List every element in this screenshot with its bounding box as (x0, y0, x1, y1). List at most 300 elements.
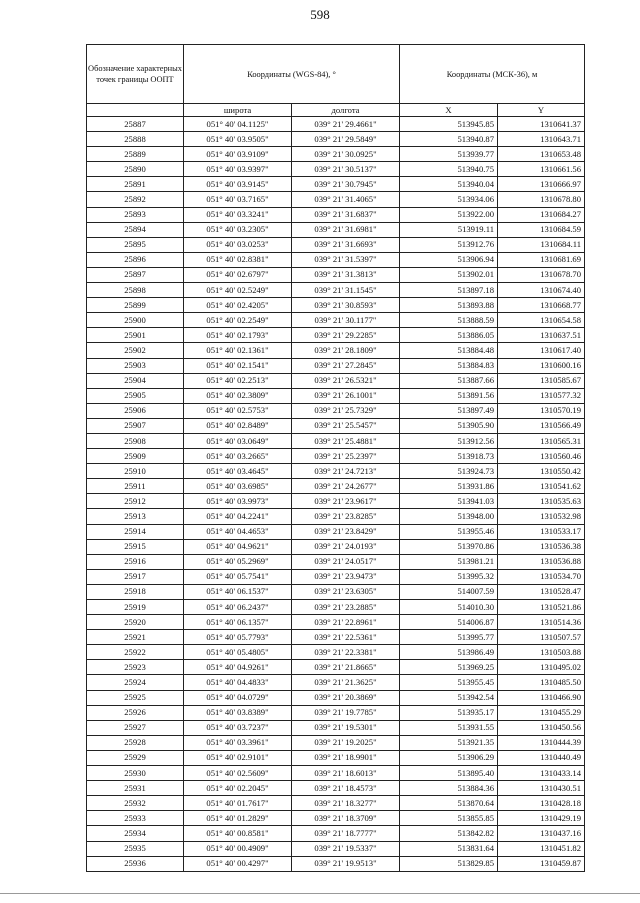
table-row (87, 720, 585, 735)
point-id-cell: 25911 (87, 479, 184, 494)
longitude-cell: 039° 21' 19.5301" (292, 720, 400, 735)
y-coordinate-cell: 1310428.18 (498, 796, 585, 811)
point-id-cell: 25910 (87, 464, 184, 479)
table-row (87, 479, 585, 494)
y-coordinate-cell: 1310440.49 (498, 750, 585, 765)
x-coordinate-cell: 513995.32 (400, 569, 498, 584)
y-coordinate-cell: 1310684.11 (498, 237, 585, 252)
x-coordinate-cell: 513842.82 (400, 826, 498, 841)
latitude-cell: 051° 40' 01.7617" (184, 796, 292, 811)
table-row (87, 283, 585, 298)
y-coordinate-cell: 1310459.87 (498, 856, 585, 871)
x-coordinate-cell: 513955.45 (400, 675, 498, 690)
y-coordinate-cell: 1310485.50 (498, 675, 585, 690)
longitude-cell: 039° 21' 31.6837" (292, 207, 400, 222)
x-coordinate-cell: 513969.25 (400, 660, 498, 675)
table-row (87, 494, 585, 509)
x-coordinate-cell: 513887.66 (400, 373, 498, 388)
lon-header: долгота (292, 104, 400, 117)
table-row (87, 705, 585, 720)
longitude-cell: 039° 21' 18.9901" (292, 750, 400, 765)
x-coordinate-cell: 513912.56 (400, 433, 498, 448)
table-row (87, 509, 585, 524)
longitude-cell: 039° 21' 25.5457" (292, 418, 400, 433)
longitude-cell: 039° 21' 21.8665" (292, 660, 400, 675)
table-row (87, 645, 585, 660)
longitude-cell: 039° 21' 26.1001" (292, 388, 400, 403)
latitude-cell: 051° 40' 03.2665" (184, 449, 292, 464)
point-id-cell: 25898 (87, 283, 184, 298)
x-coordinate-cell: 513884.83 (400, 358, 498, 373)
point-id-cell: 25929 (87, 750, 184, 765)
longitude-cell: 039° 21' 31.3813" (292, 267, 400, 282)
latitude-cell: 051° 40' 02.1361" (184, 343, 292, 358)
x-coordinate-cell: 513888.59 (400, 313, 498, 328)
longitude-cell: 039° 21' 24.0193" (292, 539, 400, 554)
point-id-cell: 25932 (87, 796, 184, 811)
table-row (87, 630, 585, 645)
latitude-cell: 051° 40' 03.9109" (184, 147, 292, 162)
table-row (87, 766, 585, 781)
point-id-cell: 25933 (87, 811, 184, 826)
table-row (87, 267, 585, 282)
latitude-cell: 051° 40' 03.4645" (184, 464, 292, 479)
latitude-cell: 051° 40' 03.0649" (184, 433, 292, 448)
point-id-cell: 25917 (87, 569, 184, 584)
wgs-header: Координаты (WGS-84), ° (184, 45, 400, 104)
x-coordinate-cell: 513940.75 (400, 162, 498, 177)
latitude-cell: 051° 40' 06.1537" (184, 584, 292, 599)
y-coordinate-cell: 1310534.70 (498, 569, 585, 584)
y-coordinate-cell: 1310541.62 (498, 479, 585, 494)
table-row (87, 222, 585, 237)
longitude-cell: 039° 21' 19.9513" (292, 856, 400, 871)
x-coordinate-cell: 513939.77 (400, 147, 498, 162)
table-row (87, 177, 585, 192)
table-row (87, 615, 585, 630)
y-coordinate-cell: 1310684.27 (498, 207, 585, 222)
longitude-cell: 039° 21' 30.5137" (292, 162, 400, 177)
table-row (87, 690, 585, 705)
x-coordinate-cell: 513912.76 (400, 237, 498, 252)
x-coordinate-cell: 513922.00 (400, 207, 498, 222)
latitude-cell: 051° 40' 03.9505" (184, 132, 292, 147)
point-id-cell: 25892 (87, 192, 184, 207)
blank-header (87, 104, 184, 117)
y-coordinate-cell: 1310495.02 (498, 660, 585, 675)
point-id-cell: 25926 (87, 705, 184, 720)
y-coordinate-cell: 1310536.38 (498, 539, 585, 554)
longitude-cell: 039° 21' 19.7785" (292, 705, 400, 720)
x-coordinate-cell: 514010.30 (400, 600, 498, 615)
y-coordinate-cell: 1310521.86 (498, 600, 585, 615)
table-row (87, 313, 585, 328)
page-number: 598 (310, 7, 330, 22)
y-coordinate-cell: 1310666.97 (498, 177, 585, 192)
point-id-cell: 25912 (87, 494, 184, 509)
y-coordinate-cell: 1310565.31 (498, 433, 585, 448)
table-row (87, 464, 585, 479)
latitude-cell: 051° 40' 04.1125" (184, 117, 292, 132)
coordinates-table (86, 44, 585, 872)
table-row (87, 841, 585, 856)
y-coordinate-cell: 1310600.16 (498, 358, 585, 373)
bottom-rule (0, 893, 640, 894)
table-row (87, 584, 585, 599)
longitude-cell: 039° 21' 24.7213" (292, 464, 400, 479)
latitude-cell: 051° 40' 02.1541" (184, 358, 292, 373)
y-coordinate-cell: 1310678.80 (498, 192, 585, 207)
x-coordinate-cell: 513902.01 (400, 267, 498, 282)
y-coordinate-cell: 1310617.40 (498, 343, 585, 358)
table-row (87, 207, 585, 222)
point-id-cell: 25927 (87, 720, 184, 735)
longitude-cell: 039° 21' 29.5849" (292, 132, 400, 147)
latitude-cell: 051° 40' 02.2045" (184, 781, 292, 796)
y-coordinate-cell: 1310681.69 (498, 252, 585, 267)
point-id-cell: 25934 (87, 826, 184, 841)
x-coordinate-cell: 513906.94 (400, 252, 498, 267)
x-coordinate-cell: 513924.73 (400, 464, 498, 479)
longitude-cell: 039° 21' 30.0925" (292, 147, 400, 162)
point-id-cell: 25918 (87, 584, 184, 599)
x-coordinate-cell: 513940.87 (400, 132, 498, 147)
latitude-cell: 051° 40' 03.7165" (184, 192, 292, 207)
table-row (87, 298, 585, 313)
longitude-cell: 039° 21' 29.4661" (292, 117, 400, 132)
point-id-cell: 25923 (87, 660, 184, 675)
longitude-cell: 039° 21' 23.8285" (292, 509, 400, 524)
x-coordinate-cell: 513942.54 (400, 690, 498, 705)
longitude-cell: 039° 21' 31.6693" (292, 237, 400, 252)
table-row (87, 388, 585, 403)
point-id-cell: 25916 (87, 554, 184, 569)
table-row (87, 600, 585, 615)
y-coordinate-cell: 1310570.19 (498, 403, 585, 418)
latitude-cell: 051° 40' 05.7793" (184, 630, 292, 645)
point-id-cell: 25928 (87, 735, 184, 750)
table-row (87, 811, 585, 826)
table-row (87, 147, 585, 162)
table-row (87, 856, 585, 871)
table-row (87, 826, 585, 841)
x-coordinate-cell: 513945.85 (400, 117, 498, 132)
longitude-cell: 039° 21' 27.2845" (292, 358, 400, 373)
x-coordinate-cell: 513919.11 (400, 222, 498, 237)
point-id-cell: 25913 (87, 509, 184, 524)
latitude-cell: 051° 40' 00.8581" (184, 826, 292, 841)
table-row (87, 735, 585, 750)
y-coordinate-cell: 1310430.51 (498, 781, 585, 796)
y-coordinate-cell: 1310535.63 (498, 494, 585, 509)
longitude-cell: 039° 21' 26.5321" (292, 373, 400, 388)
table-row (87, 162, 585, 177)
point-id-cell: 25902 (87, 343, 184, 358)
x-coordinate-cell: 513918.73 (400, 449, 498, 464)
longitude-cell: 039° 21' 22.3381" (292, 645, 400, 660)
latitude-cell: 051° 40' 02.3809" (184, 388, 292, 403)
point-id-cell: 25921 (87, 630, 184, 645)
longitude-cell: 039° 21' 30.1177" (292, 313, 400, 328)
latitude-cell: 051° 40' 03.0253" (184, 237, 292, 252)
point-id-cell: 25897 (87, 267, 184, 282)
point-id-cell: 25893 (87, 207, 184, 222)
table-row (87, 796, 585, 811)
y-coordinate-cell: 1310532.98 (498, 509, 585, 524)
longitude-cell: 039° 21' 30.7945" (292, 177, 400, 192)
latitude-cell: 051° 40' 04.0729" (184, 690, 292, 705)
y-coordinate-cell: 1310455.29 (498, 705, 585, 720)
table-row (87, 569, 585, 584)
lat-header: широта (184, 104, 292, 117)
x-coordinate-cell: 513884.48 (400, 343, 498, 358)
point-id-cell: 25895 (87, 237, 184, 252)
header-row-sub (87, 104, 585, 117)
table-row (87, 358, 585, 373)
y-coordinate-cell: 1310684.59 (498, 222, 585, 237)
point-id-cell: 25909 (87, 449, 184, 464)
latitude-cell: 051° 40' 03.9145" (184, 177, 292, 192)
latitude-cell: 051° 40' 05.4805" (184, 645, 292, 660)
latitude-cell: 051° 40' 04.4833" (184, 675, 292, 690)
latitude-cell: 051° 40' 04.4653" (184, 524, 292, 539)
latitude-cell: 051° 40' 02.6797" (184, 267, 292, 282)
x-coordinate-cell: 513941.03 (400, 494, 498, 509)
x-coordinate-cell: 513986.49 (400, 645, 498, 660)
latitude-cell: 051° 40' 02.4205" (184, 298, 292, 313)
y-coordinate-cell: 1310641.37 (498, 117, 585, 132)
point-id-cell: 25890 (87, 162, 184, 177)
longitude-cell: 039° 21' 22.5361" (292, 630, 400, 645)
table-row (87, 539, 585, 554)
point-id-cell: 25906 (87, 403, 184, 418)
point-id-cell: 25914 (87, 524, 184, 539)
longitude-cell: 039° 21' 18.4573" (292, 781, 400, 796)
longitude-cell: 039° 21' 28.1809" (292, 343, 400, 358)
y-coordinate-cell: 1310560.46 (498, 449, 585, 464)
x-coordinate-cell: 513829.85 (400, 856, 498, 871)
point-id-cell: 25931 (87, 781, 184, 796)
y-coordinate-cell: 1310643.71 (498, 132, 585, 147)
latitude-cell: 051° 40' 03.2305" (184, 222, 292, 237)
x-coordinate-cell: 513855.85 (400, 811, 498, 826)
y-coordinate-cell: 1310674.40 (498, 283, 585, 298)
x-coordinate-cell: 513955.46 (400, 524, 498, 539)
latitude-cell: 051° 40' 03.3241" (184, 207, 292, 222)
x-coordinate-cell: 514007.59 (400, 584, 498, 599)
point-id-cell: 25925 (87, 690, 184, 705)
x-coordinate-cell: 513893.88 (400, 298, 498, 313)
x-coordinate-cell: 513934.06 (400, 192, 498, 207)
longitude-cell: 039° 21' 31.4065" (292, 192, 400, 207)
x-coordinate-cell: 513931.86 (400, 479, 498, 494)
latitude-cell: 051° 40' 03.7237" (184, 720, 292, 735)
longitude-cell: 039° 21' 22.8961" (292, 615, 400, 630)
longitude-cell: 039° 21' 23.6305" (292, 584, 400, 599)
header-row-main (87, 45, 585, 104)
longitude-cell: 039° 21' 31.6981" (292, 222, 400, 237)
table-row (87, 449, 585, 464)
msk-header: Координаты (МСК-36), м (400, 45, 585, 104)
latitude-cell: 051° 40' 03.8389" (184, 705, 292, 720)
y-coordinate-cell: 1310433.14 (498, 766, 585, 781)
y-coordinate-cell: 1310550.42 (498, 464, 585, 479)
x-coordinate-cell: 513870.64 (400, 796, 498, 811)
longitude-cell: 039° 21' 21.3625" (292, 675, 400, 690)
x-coordinate-cell: 513897.18 (400, 283, 498, 298)
x-coordinate-cell: 513831.64 (400, 841, 498, 856)
x-coordinate-cell: 513981.21 (400, 554, 498, 569)
longitude-cell: 039° 21' 18.6013" (292, 766, 400, 781)
latitude-cell: 051° 40' 02.2513" (184, 373, 292, 388)
point-id-cell: 25904 (87, 373, 184, 388)
latitude-cell: 051° 40' 03.9973" (184, 494, 292, 509)
x-coordinate-cell: 513891.56 (400, 388, 498, 403)
table-row (87, 252, 585, 267)
latitude-cell: 051° 40' 00.4909" (184, 841, 292, 856)
table-row (87, 750, 585, 765)
longitude-cell: 039° 21' 25.2397" (292, 449, 400, 464)
x-coordinate-cell: 513906.29 (400, 750, 498, 765)
longitude-cell: 039° 21' 25.4881" (292, 433, 400, 448)
point-id-cell: 25915 (87, 539, 184, 554)
point-id-cell: 25908 (87, 433, 184, 448)
latitude-cell: 051° 40' 04.9261" (184, 660, 292, 675)
longitude-cell: 039° 21' 30.8593" (292, 298, 400, 313)
longitude-cell: 039° 21' 24.2677" (292, 479, 400, 494)
latitude-cell: 051° 40' 05.2969" (184, 554, 292, 569)
y-coordinate-cell: 1310661.56 (498, 162, 585, 177)
x-coordinate-cell: 513886.05 (400, 328, 498, 343)
point-id-cell: 25889 (87, 147, 184, 162)
y-coordinate-cell: 1310577.32 (498, 388, 585, 403)
longitude-cell: 039° 21' 19.5337" (292, 841, 400, 856)
point-id-cell: 25905 (87, 388, 184, 403)
x-coordinate-cell: 513897.49 (400, 403, 498, 418)
point-id-cell: 25887 (87, 117, 184, 132)
x-coordinate-cell: 513905.90 (400, 418, 498, 433)
y-coordinate-cell: 1310637.51 (498, 328, 585, 343)
longitude-cell: 039° 21' 18.3277" (292, 796, 400, 811)
x-coordinate-cell: 514006.87 (400, 615, 498, 630)
y-coordinate-cell: 1310429.19 (498, 811, 585, 826)
table-row (87, 237, 585, 252)
latitude-cell: 051° 40' 02.5249" (184, 283, 292, 298)
y-coordinate-cell: 1310585.67 (498, 373, 585, 388)
table-row (87, 373, 585, 388)
latitude-cell: 051° 40' 00.4297" (184, 856, 292, 871)
y-coordinate-cell: 1310444.39 (498, 735, 585, 750)
y-coordinate-cell: 1310653.48 (498, 147, 585, 162)
x-coordinate-cell: 513895.40 (400, 766, 498, 781)
latitude-cell: 051° 40' 03.6985" (184, 479, 292, 494)
latitude-cell: 051° 40' 02.5753" (184, 403, 292, 418)
table-row (87, 418, 585, 433)
point-id-cell: 25924 (87, 675, 184, 690)
latitude-cell: 051° 40' 02.1793" (184, 328, 292, 343)
x-coordinate-cell: 513970.86 (400, 539, 498, 554)
point-id-cell: 25901 (87, 328, 184, 343)
table-row (87, 660, 585, 675)
y-coordinate-cell: 1310654.58 (498, 313, 585, 328)
longitude-cell: 039° 21' 25.7329" (292, 403, 400, 418)
latitude-cell: 051° 40' 06.2437" (184, 600, 292, 615)
table-row (87, 117, 585, 132)
longitude-cell: 039° 21' 23.9617" (292, 494, 400, 509)
point-id-cell: 25907 (87, 418, 184, 433)
y-coordinate-cell: 1310668.77 (498, 298, 585, 313)
table-row (87, 343, 585, 358)
y-coordinate-cell: 1310466.90 (498, 690, 585, 705)
point-id-cell: 25900 (87, 313, 184, 328)
table-row (87, 675, 585, 690)
latitude-cell: 051° 40' 04.2241" (184, 509, 292, 524)
longitude-cell: 039° 21' 23.8429" (292, 524, 400, 539)
y-coordinate-cell: 1310533.17 (498, 524, 585, 539)
latitude-cell: 051° 40' 04.9621" (184, 539, 292, 554)
table-row (87, 403, 585, 418)
longitude-cell: 039° 21' 24.0517" (292, 554, 400, 569)
y-coordinate-cell: 1310507.57 (498, 630, 585, 645)
x-coordinate-cell: 513884.36 (400, 781, 498, 796)
y-coordinate-cell: 1310678.70 (498, 267, 585, 282)
longitude-cell: 039° 21' 23.2885" (292, 600, 400, 615)
latitude-cell: 051° 40' 02.8381" (184, 252, 292, 267)
table-row (87, 554, 585, 569)
point-id-cell: 25891 (87, 177, 184, 192)
table-row (87, 328, 585, 343)
table-row (87, 433, 585, 448)
point-id-cell: 25896 (87, 252, 184, 267)
table-row (87, 524, 585, 539)
longitude-cell: 039° 21' 29.2285" (292, 328, 400, 343)
latitude-cell: 051° 40' 02.2549" (184, 313, 292, 328)
point-id-cell: 25920 (87, 615, 184, 630)
x-coordinate-cell: 513940.04 (400, 177, 498, 192)
longitude-cell: 039° 21' 31.1545" (292, 283, 400, 298)
y-coordinate-cell: 1310528.47 (498, 584, 585, 599)
point-id-cell: 25935 (87, 841, 184, 856)
point-id-cell: 25888 (87, 132, 184, 147)
point-header: Обозначение характерных точек границы ООПТ (87, 45, 184, 104)
longitude-cell: 039° 21' 31.5397" (292, 252, 400, 267)
point-id-cell: 25936 (87, 856, 184, 871)
y-coordinate-cell: 1310450.56 (498, 720, 585, 735)
longitude-cell: 039° 21' 18.3709" (292, 811, 400, 826)
point-id-cell: 25922 (87, 645, 184, 660)
y-coordinate-cell: 1310566.49 (498, 418, 585, 433)
y-coordinate-cell: 1310514.36 (498, 615, 585, 630)
longitude-cell: 039° 21' 20.3869" (292, 690, 400, 705)
latitude-cell: 051° 40' 05.7541" (184, 569, 292, 584)
table-row (87, 132, 585, 147)
point-id-cell: 25919 (87, 600, 184, 615)
point-id-cell: 25930 (87, 766, 184, 781)
table-row (87, 781, 585, 796)
longitude-cell: 039° 21' 18.7777" (292, 826, 400, 841)
y-header: Y (498, 104, 585, 117)
point-id-cell: 25894 (87, 222, 184, 237)
longitude-cell: 039° 21' 23.9473" (292, 569, 400, 584)
latitude-cell: 051° 40' 03.9397" (184, 162, 292, 177)
y-coordinate-cell: 1310503.88 (498, 645, 585, 660)
latitude-cell: 051° 40' 02.8489" (184, 418, 292, 433)
point-id-cell: 25903 (87, 358, 184, 373)
longitude-cell: 039° 21' 19.2025" (292, 735, 400, 750)
point-id-cell: 25899 (87, 298, 184, 313)
latitude-cell: 051° 40' 02.9101" (184, 750, 292, 765)
latitude-cell: 051° 40' 02.5609" (184, 766, 292, 781)
